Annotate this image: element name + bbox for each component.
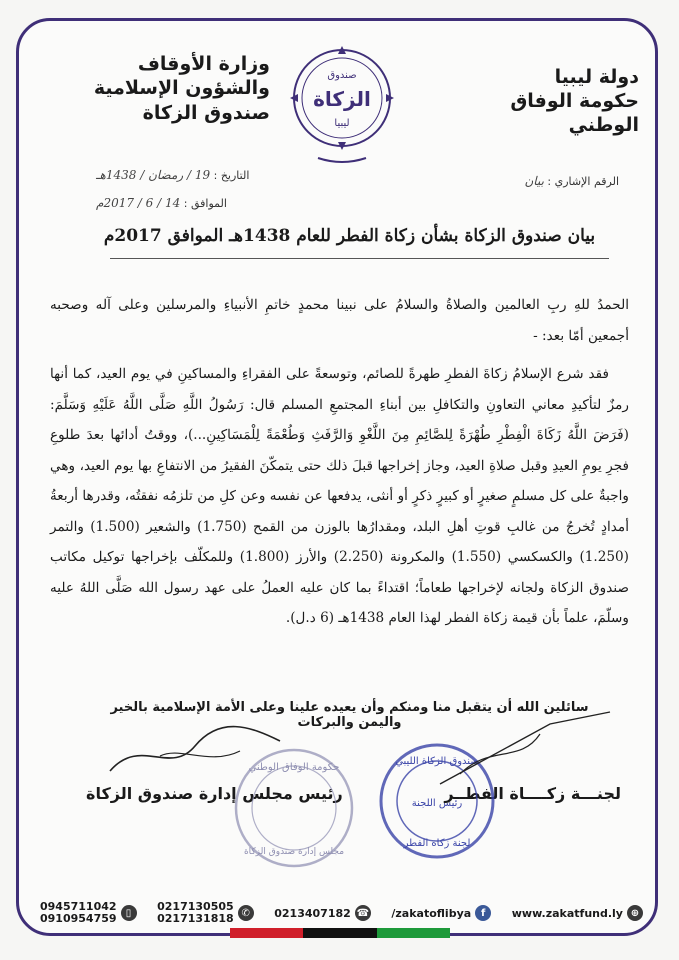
svg-text:صندوق: صندوق [327, 70, 357, 81]
phone-number-1: 0217130505 [157, 900, 234, 913]
fax-item [274, 905, 371, 921]
mobile-number-2: 0910954759 [40, 912, 117, 925]
facebook-item[interactable] [391, 905, 491, 921]
contact-footer [40, 898, 643, 928]
svg-text:مجلس إدارة صندوق الزكاة: مجلس إدارة صندوق الزكاة [243, 847, 345, 857]
svg-text:حكومة الوفاق الوطني: حكومة الوفاق الوطني [248, 762, 340, 773]
corresponding-date-field [96, 196, 227, 210]
ministry-line-3: صندوق الزكاة [142, 101, 270, 124]
facebook-icon: f [475, 905, 491, 921]
flag-color-bar [230, 928, 450, 938]
svg-text:لجنة زكاة الفطر: لجنة زكاة الفطر [403, 838, 471, 849]
state-name: دولة ليبيا [554, 66, 639, 88]
flag-green-stripe [377, 928, 450, 938]
svg-text:رئيس اللجنة: رئيس اللجنة [411, 798, 463, 809]
committee-handwritten-signature [430, 704, 620, 794]
reference-number [524, 174, 619, 188]
flag-black-stripe [303, 928, 376, 938]
svg-text:صندوق الزكاة الليبي: صندوق الزكاة الليبي [395, 756, 479, 767]
phones-item [157, 901, 254, 925]
facebook-link[interactable]: /zakatoflibya [391, 906, 472, 920]
date-value: 19 / رمضان / 1438هـ [96, 168, 211, 182]
corresponding-label: الموافق : [183, 197, 227, 210]
mobile-icon: ▯ [121, 905, 137, 921]
document-body [50, 290, 629, 634]
title-underline [110, 258, 609, 259]
header-state [439, 66, 639, 137]
svg-text:ليبيا: ليبيا [334, 118, 350, 129]
fax-icon: ☎ [355, 905, 371, 921]
board-chairman-signature-title: رئيس مجلس إدارة صندوق الزكاة [86, 784, 343, 803]
body-paragraph-2: فقد شرع الإسلامُ زكاةَ الفطرِ طهرةً للصائم، وتوسعةً على الفقراءِ والمساكينِ في يوم العيد، كما أنها رمزٌ لتأكيدِ معاني التعاونِ والتكافلِ بين أبناءِ المجتمعِ المسلم قال: رَسُولُ اللَّهِ صَلَّى اللَّهُ عَلَيْهِ وَسَلَّمَ: (فَرَضَ اللَّهُ زَكَاةَ الْفِطْرِ طُهْرَةً لِلصَّائِمِ مِنَ اللَّغْوِ وَالرَّفَثِ وَطُعْمَةً لِلْمَسَاكِينِ...)، ووقتُ أدائها بعدَ طلوعِ فجرِ يومِ العيدِ وقبل صلاةِ العيد، وجاز إخراجها قبلَ ذلك حتى يتمكّنَ الفقيرُ من الانتفاعِ بها يوم العيد، وهي واجبةٌ على كل مسلمٍ صغيرٍ أو كبيرٍ ذكرٍ أو أنثى، يدفعها عن نفسه وعن كلِ من تلزمُه نفقتُه، وقدرها أربعةُ أمدادٍ تُخرجُ من غالبِ قوتِ أهلِ البلد، ومقدارُها بالوزن من القمح (1.750) والشعير (1.500) والتمر (1.250) والكسكسي (1.550) والمكرونة (2.250) والأرز (1.800) وللمكلّف بإخراجها توكيل مكاتب صندوق الزكاة ولجانه لإخراجها طعاماً؛ اقتداءً بما كان عليه العملُ على عهد رسول الله صَلَّى اللهُ عليه وسلّمَ، علماً بأن قيمة زكاة الفطر لهذا العام 1438هـ (6 د.ل). [50, 366, 629, 626]
ministry-line-2: والشؤون الإسلامية [93, 77, 270, 100]
phone-icon: ✆ [238, 905, 254, 921]
mobiles-item [40, 901, 137, 925]
fax-number: 0213407182 [274, 906, 351, 920]
closing-prayer: سائلين الله أن يتقبل منا ومنكم وأن يعيده علينا وعلى الأمة الإسلامية بالخير واليمن والبركات [110, 700, 589, 730]
header-ministry [40, 52, 270, 125]
document-title: بيان صندوق الزكاة بشأن زكاة الفطر للعام 1438هـ الموافق 2017م [103, 226, 596, 246]
zakat-fund-logo [288, 42, 396, 166]
svg-text:الزكاة: الزكاة [313, 87, 371, 111]
government-name: حكومة الوفاق الوطني [510, 89, 639, 136]
reference-label: الرقم الإشاري : [547, 175, 619, 188]
website-item[interactable] [512, 905, 643, 921]
date-field [96, 168, 249, 182]
committee-signature-title: لجنـــة زكــــاة الفطــر [444, 784, 621, 803]
body-paragraph-1: الحمدُ للهِ ربِ العالمين والصلاةُ والسلامُ على نبينا محمدٍ خاتمِ الأنبياءِ والمرسلين وعلى آله وصحبه أجمعين أمّا بعد: - [50, 297, 629, 344]
mobile-number-1: 0945711042 [40, 900, 117, 913]
date-label: التاريخ : [213, 169, 250, 182]
board-handwritten-signature [100, 716, 290, 786]
corresponding-value: 14 / 6 / 2017م [96, 196, 181, 210]
ministry-line-1: وزارة الأوقاف [137, 53, 270, 75]
flag-red-stripe [230, 928, 303, 938]
web-icon: ⊕ [627, 905, 643, 921]
website-link[interactable]: www.zakatfund.ly [511, 906, 623, 920]
phone-number-2: 0217131818 [157, 912, 234, 925]
reference-value: بيان [524, 174, 544, 188]
